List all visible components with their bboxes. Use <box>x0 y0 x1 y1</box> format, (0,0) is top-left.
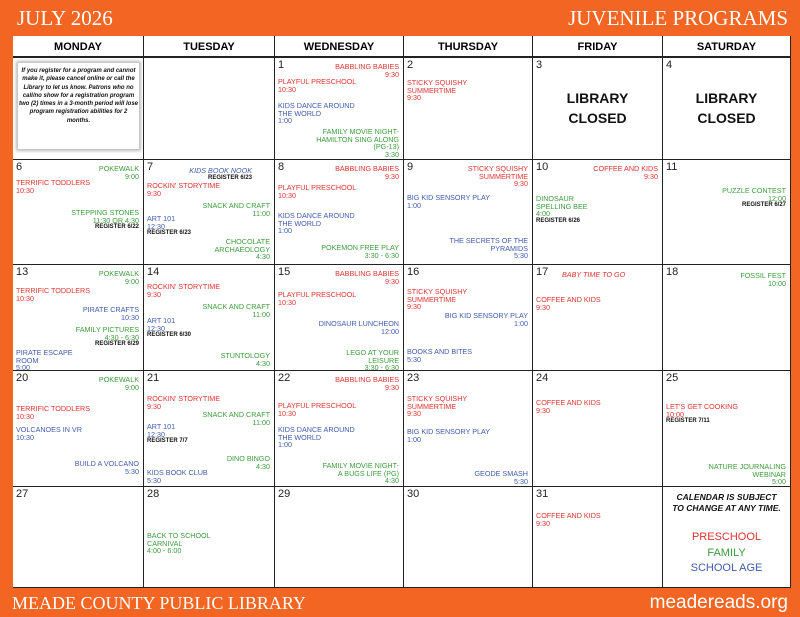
date-number: 9 <box>407 161 414 173</box>
cell-jul-28 <box>144 487 275 588</box>
event: COFFEE AND KIDS 9:30 <box>536 398 601 415</box>
cell-jul-8 <box>275 160 404 265</box>
event: PIRATE CRAFTS 10:30 <box>82 305 139 322</box>
date-number: 15 <box>278 266 291 278</box>
event: KIDS BOOK NOOK REGISTER 6/23 <box>189 166 252 181</box>
date-number: 7 <box>147 161 154 173</box>
date-number: 2 <box>407 59 414 71</box>
library-name: MEADE COUNTY PUBLIC LIBRARY <box>12 593 306 613</box>
cell-jul-18 <box>663 265 791 371</box>
header-friday: FRIDAY <box>533 36 663 58</box>
program-title: JUVENILE PROGRAMS <box>568 6 788 30</box>
event: BIG KID SENSORY PLAY 1:00 <box>407 427 491 444</box>
event: POKEWALK 9:00 <box>98 164 139 181</box>
event: PIRATE ESCAPE ROOM 5:00 <box>16 348 73 371</box>
cell-jul-2 <box>404 58 533 160</box>
date-number: 23 <box>407 372 420 384</box>
bottom-banner <box>0 589 800 617</box>
header-monday: MONDAY <box>13 36 144 58</box>
legend-school-age: SCHOOL AGE <box>690 562 763 574</box>
event: POKEMON FREE PLAY 3:30 - 6:30 <box>321 243 399 260</box>
date-number: 28 <box>147 488 160 500</box>
event: FAMILY PICTURES 4:30 - 6:30 REGISTER 6/29 <box>75 325 139 348</box>
event: KIDS DANCE AROUND THE WORLD 1:00 <box>278 101 355 126</box>
event: DINOSAUR SPELLING BEE 4:00 REGISTER 6/26 <box>536 194 588 224</box>
event: BABY TIME TO GO <box>562 270 626 279</box>
event: STICKY SQUISHY SUMMERTIME 9:30 <box>407 287 468 312</box>
event: BABBLING BABIES 9:30 <box>335 62 399 79</box>
event: DINOSAUR LUNCHEON 12:00 <box>318 319 399 336</box>
cell-jul-16 <box>404 265 533 371</box>
cell-jul-27 <box>13 487 144 588</box>
event: KIDS DANCE AROUND THE WORLD 1:00 <box>278 211 355 236</box>
event: STEPPING STONES 11:30 OR 4:30 REGISTER 6/22 <box>71 208 139 231</box>
date-number: 30 <box>407 488 420 500</box>
cell-jul-24 <box>533 371 663 487</box>
event: ART 101 12:30 REGISTER 6/23 <box>147 214 192 237</box>
date-number: 10 <box>536 161 549 173</box>
date-number: 11 <box>666 161 678 173</box>
event: BIG KID SENSORY PLAY 1:00 <box>407 193 491 210</box>
cell-tue-w1 <box>144 58 275 160</box>
event: FAMILY MOVIE NIGHT- HAMILTON SING ALONG (PG-13) 3:30 <box>316 127 399 159</box>
header-thursday: THURSDAY <box>404 36 533 58</box>
event: KIDS BOOK CLUB 5:30 <box>147 468 208 485</box>
event: BABBLING BABIES 9:30 <box>335 164 399 181</box>
event: ART 101 12:30 REGISTER 6/30 <box>147 316 192 339</box>
date-number: 1 <box>278 59 285 71</box>
cell-legend <box>663 487 791 588</box>
date-number: 16 <box>407 266 420 278</box>
event: STICKY SQUISHY SUMMERTIME 9:30 <box>467 164 528 189</box>
event: BACK TO SCHOOL CARNIVAL 4:00 - 6:00 <box>147 531 211 556</box>
event: COFFEE AND KIDS 9:30 <box>536 295 601 312</box>
event: ROCKIN' STORYTIME 9:30 <box>147 394 220 411</box>
cell-jul-4 <box>663 58 791 160</box>
cell-jul-20 <box>13 371 144 487</box>
cell-jul-31 <box>533 487 663 588</box>
event: BABBLING BABIES 9:30 <box>335 269 399 286</box>
event: FOSSIL FEST 10:00 <box>740 271 786 288</box>
date-number: 24 <box>536 372 549 384</box>
event: PLAYFUL PRESCHOOL 10:30 <box>278 183 357 200</box>
event: PLAYFUL PRESCHOOL 10:30 <box>278 77 357 94</box>
website-link[interactable]: meadereads.org <box>649 592 788 613</box>
event: COFFEE AND KIDS 9:30 <box>536 511 601 528</box>
event: STUNTOLOGY 4:30 <box>220 351 270 368</box>
event: BUILD A VOLCANO 5:30 <box>74 459 139 476</box>
cell-jul-25 <box>663 371 791 487</box>
event: BOOKS AND BITES 5:30 <box>407 347 473 364</box>
cell-mon-w1 <box>13 58 144 160</box>
header-saturday: SATURDAY <box>663 36 791 58</box>
cell-jul-10 <box>533 160 663 265</box>
event: LEGO AT YOUR LEISURE 3:30 - 6:30 <box>346 348 399 371</box>
date-number: 4 <box>666 59 673 71</box>
event: SNACK AND CRAFT 11:00 <box>202 302 270 319</box>
date-number: 27 <box>16 488 29 500</box>
date-number: 8 <box>278 161 285 173</box>
event: STICKY SQUISHY SUMMERTIME 9:30 <box>407 78 468 103</box>
library-closed: LIBRARY <box>566 90 629 106</box>
event: ROCKIN' STORYTIME 9:30 <box>147 282 220 299</box>
date-number: 25 <box>666 372 679 384</box>
month-title: JULY 2026 <box>17 6 113 30</box>
legend-preschool: PRESCHOOL <box>691 531 762 543</box>
event: SNACK AND CRAFT 11:00 <box>202 201 270 218</box>
event: PLAYFUL PRESCHOOL 10:30 <box>278 401 357 418</box>
event: DINO BINGO 4:30 <box>226 454 270 471</box>
top-banner <box>0 0 800 36</box>
event: THE SECRETS OF THE PYRAMIDS 5:30 <box>449 236 528 261</box>
legend-subject: CALENDAR IS SUBJECT TO CHANGE AT ANY TIME. <box>672 492 781 513</box>
event: ART 101 12:30 REGISTER 7/7 <box>147 422 188 445</box>
registration-notice: If you register for a program and cannot make it, please cancel online or call the Library to let us know. Patrons who no call/no show for a registration program two (2) times in a 3-month period will lose program registration abilities for 2 months. <box>18 63 139 149</box>
event: LET'S GET COOKING 10:00 REGISTER 7/11 <box>666 402 738 425</box>
event: FAMILY MOVIE NIGHT- A BUGS LIFE (PG) 4:30 <box>322 461 399 486</box>
date-number: 6 <box>16 161 23 173</box>
event: TERRIFIC TODDLERS 10:30 <box>16 404 91 421</box>
event: TERRIFIC TODDLERS 10:30 <box>16 286 91 303</box>
event: GEODE SMASH 5:30 <box>474 469 528 486</box>
cell-jul-11 <box>663 160 791 265</box>
date-number: 31 <box>536 488 549 500</box>
cell-jul-23 <box>404 371 533 487</box>
header-tuesday: TUESDAY <box>144 36 275 58</box>
date-number: 22 <box>278 372 291 384</box>
event: POKEWALK 9:00 <box>98 375 139 392</box>
event: BIG KID SENSORY PLAY 1:00 <box>444 311 528 328</box>
legend-family: FAMILY <box>707 547 746 559</box>
cell-jul-1 <box>275 58 404 160</box>
date-number: 20 <box>16 372 29 384</box>
cell-jul-6 <box>13 160 144 265</box>
date-number: 29 <box>278 488 291 500</box>
library-closed: CLOSED <box>697 110 756 126</box>
event: BABBLING BABIES 9:30 <box>335 375 399 392</box>
cell-jul-15 <box>275 265 404 371</box>
date-number: 21 <box>147 372 160 384</box>
cell-jul-14 <box>144 265 275 371</box>
cell-jul-22 <box>275 371 404 487</box>
library-closed: CLOSED <box>568 110 627 126</box>
event: POKEWALK 9:00 <box>98 269 139 286</box>
event: CHOCOLATE ARCHAEOLOGY 4:30 <box>214 237 270 262</box>
event: VOLCANOES IN VR 10:30 <box>16 425 82 442</box>
event: STICKY SQUISHY SUMMERTIME 9:30 <box>407 394 468 419</box>
cell-jul-7 <box>144 160 275 265</box>
event: SNACK AND CRAFT 11:00 <box>202 410 270 427</box>
event: NATURE JOURNALING WEBINAR 5:00 <box>708 462 786 487</box>
event: KIDS DANCE AROUND THE WORLD 1:00 <box>278 425 355 450</box>
date-number: 3 <box>536 59 543 71</box>
event: ROCKIN' STORYTIME 9:30 <box>147 181 220 198</box>
event: COFFEE AND KIDS 9:30 <box>593 164 658 181</box>
event: PUZZLE CONTEST 12:00 REGISTER 6/27 <box>722 186 786 209</box>
cell-jul-13 <box>13 265 144 371</box>
calendar-grid <box>13 36 791 588</box>
event: PLAYFUL PRESCHOOL 10:30 <box>278 290 357 307</box>
date-number: 17 <box>536 266 549 278</box>
cell-jul-3 <box>533 58 663 160</box>
cell-jul-21 <box>144 371 275 487</box>
cell-jul-17 <box>533 265 663 371</box>
cell-jul-30 <box>404 487 533 588</box>
date-number: 14 <box>147 266 160 278</box>
date-number: 13 <box>16 266 29 278</box>
date-number: 18 <box>666 266 679 278</box>
header-wednesday: WEDNESDAY <box>275 36 404 58</box>
library-closed: LIBRARY <box>695 90 758 106</box>
event: TERRIFIC TODDLERS 10:30 <box>16 178 91 195</box>
cell-jul-29 <box>275 487 404 588</box>
cell-jul-9 <box>404 160 533 265</box>
